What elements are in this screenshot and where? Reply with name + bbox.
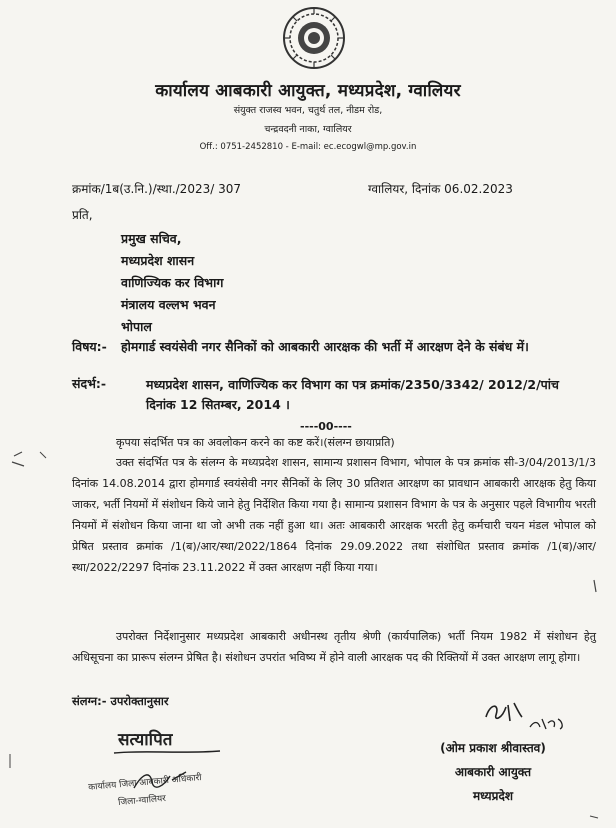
- office-address-line1: संयुक्त राजस्व भवन, चतुर्थ तल, नीडम रोड,: [233, 105, 383, 116]
- recipient-line: भोपाल: [121, 319, 152, 334]
- place-date: ग्वालियर, दिनांक 06.02.2023: [368, 182, 513, 196]
- separator: ----00----: [300, 420, 352, 433]
- recipient-line: प्रमुख सचिव,: [121, 231, 182, 246]
- office-stamp-line2: जिला-ग्वालियर: [117, 793, 167, 809]
- recipient-line: मंत्रालय वल्लभ भवन: [121, 297, 216, 312]
- signatory-name: (ओम प्रकाश श्रीवास्तव): [440, 741, 546, 755]
- office-title: कार्यालय आबकारी आयुक्त, मध्यप्रदेश, ग्वालियर: [155, 81, 461, 101]
- body-paragraph-3: उपरोक्त निर्देशानुसार मध्यप्रदेश आबकारी अधीनस्थ तृतीय श्रेणी (कार्यपालिक) भर्ती नियम 1982 में संशोधन हेतु अधिसूचना का प्रारूप संलग्न प्रेषित है। संशोधन उपरांत भविष्य में होने वाली आरक्षक पद की रिक्तियों में उक्त आरक्षण लागू होगा।: [72, 630, 596, 664]
- reference-number: क्रमांक/1ब(उ.नि.)/स्था./2023/ 307: [72, 182, 241, 196]
- recipient-line: वाणिज्यिक कर विभाग: [121, 275, 224, 290]
- enclosure-note: संलग्न:- उपरोक्तानुसार: [72, 694, 169, 708]
- signatory-state: मध्यप्रदेश: [472, 789, 513, 803]
- recipient-line: मध्यप्रदेश शासन: [121, 253, 195, 268]
- body-paragraph-2: उक्त संदर्भित पत्र के संलग्न के मध्यप्रदेश शासन, सामान्य प्रशासन विभाग, भोपाल के पत्र क्रमांक सी-3/04/2013/1/3 दिनांक 14.08.2014 द्वारा होमगार्ड स्वयंसेवी नगर सैनिकों के लिए 30 प्रतिशत आरक्षण का प्रावधान आबकारी आरक्षक हेतु किया जाकर, भर्ती नियमों में संशोधन किये जाने हेतु निर्देशित किया गया है। सामान्य प्रशासन विभाग के पत्र के अनुसार पहले विभागीय भरती नियमों में संशोधन किया जाना था जो अभी तक नहीं हुआ था। अतः आबकारी आरक्षक भरती हेतु कर्मचारी चयन मंडल भोपाल को प्रेषित प्रस्ताव क्रमांक /1(ब)/आर/स्था/2022/1864 दिनांक 29.09.2022 तथा संशोधित प्रस्ताव क्रमांक /1(ब)/आर/स्था/2022/2297 दिनांक 23.11.2022 में उक्त आरक्षण नहीं किया गया।: [72, 456, 596, 574]
- signatory-designation: आबकारी आयुक्त: [454, 765, 532, 779]
- sandarbh-label: संदर्भ:-: [72, 376, 107, 391]
- subject-label: विषय:-: [72, 339, 107, 354]
- subject-text: होमगार्ड स्वयंसेवी नगर सैनिकों को आबकारी आरक्षक की भर्ती में आरक्षण देने के संबंध में।: [121, 339, 529, 354]
- office-contact: Off.: 0751-2452810 - E-mail: ec.ecogwl@mp.gov.in: [199, 142, 417, 152]
- office-address-line2: चन्द्रवदनी नाका, ग्वालियर: [264, 124, 352, 135]
- office-stamp-line1: कार्यालय जिला आबकारी अधिकारी: [87, 773, 203, 793]
- prati-label: प्रति,: [72, 208, 93, 222]
- attested-stamp: सत्यापित: [118, 730, 173, 750]
- body-paragraph-1: कृपया संदर्भित पत्र का अवलोकन करने का कष्ट करें।(संलग्न छायाप्रति): [116, 436, 395, 449]
- sandarbh-text: मध्यप्रदेश शासन, वाणिज्यिक कर विभाग का पत्र क्रमांक/2350/3342/ 2012/2/पांच दिनांक 12 सितम्बर, 2014 ।: [146, 377, 559, 412]
